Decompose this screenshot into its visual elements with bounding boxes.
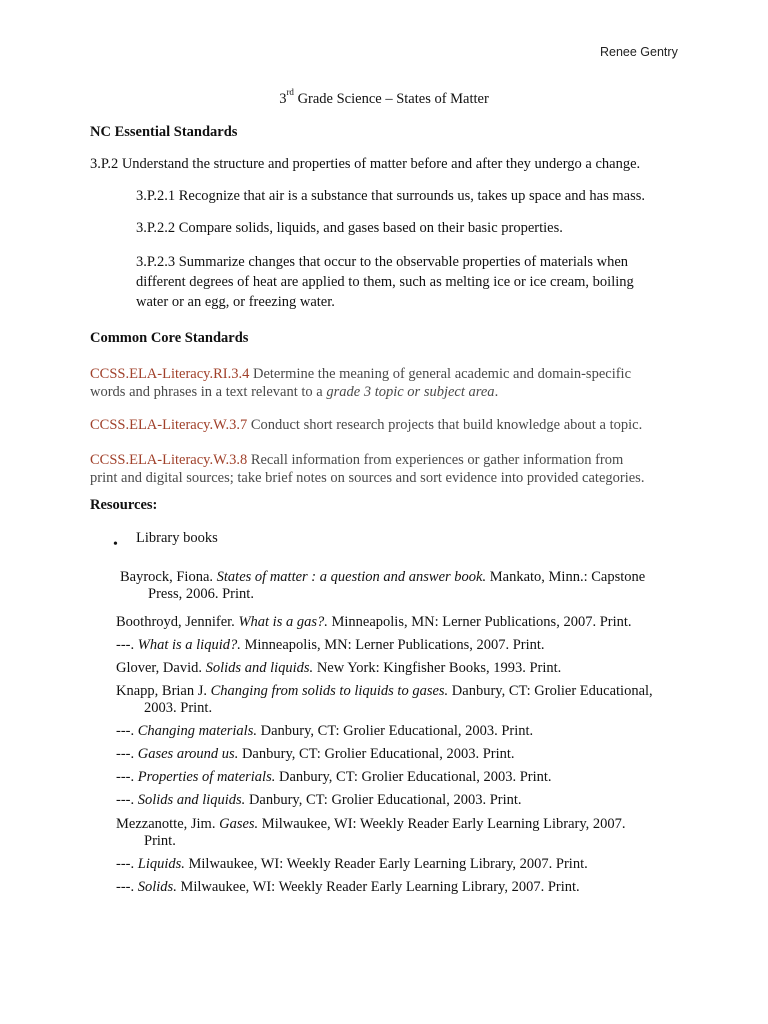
reference-title: Solids and liquids. — [137, 792, 246, 808]
nc-standard-sub3 — [136, 252, 634, 312]
reference-title: Changing materials. — [137, 723, 257, 739]
cc-standard-1-text-a: Determine the meaning of general academic and domain-specific — [249, 366, 632, 382]
resources-heading: Resources: — [90, 497, 158, 513]
cc-standard-2-text: Conduct short research projects that build knowledge about a topic. — [247, 417, 643, 433]
cc-standard-3 — [90, 451, 644, 487]
reference-item: ---. Solids. Milwaukee, WI: Weekly Reader Early Learning Library, 2007. Print. — [116, 879, 580, 895]
reference-title: Liquids. — [137, 856, 185, 872]
nc-standard-sub1: 3.P.2.1 Recognize that air is a substance that surrounds us, takes up space and has mass. — [136, 188, 646, 204]
nc-sub3-line1: 3.P.2.3 Summarize changes that occur to the observable properties of materials when — [136, 254, 629, 270]
reference-title: States of matter : a question and answer book. — [216, 569, 487, 585]
cc-standard-1-code[interactable]: CCSS.ELA-Literacy.RI.3.4 — [90, 366, 250, 382]
cc-standard-1-text-em: grade 3 topic or subject area — [326, 384, 495, 400]
bullet-library-books: Library books — [136, 530, 218, 546]
bullet-icon: • — [113, 537, 118, 552]
reference-item: Knapp, Brian J. Changing from solids to liquids to gases. Danbury, CT: Grolier Educational, 2003. Print. — [116, 683, 653, 716]
nc-sub3-line2: different degrees of heat are applied to them, such as melting ice or ice cream, boiling — [136, 274, 634, 290]
reference-title: Gases around us. — [137, 746, 239, 762]
reference-item: ---. Changing materials. Danbury, CT: Grolier Educational, 2003. Print. — [116, 723, 534, 739]
nc-standard-main: 3.P.2 Understand the structure and properties of matter before and after they undergo a change. — [90, 156, 641, 172]
reference-title: Solids. — [137, 879, 177, 895]
nc-standard-sub2: 3.P.2.2 Compare solids, liquids, and gases based on their basic properties. — [136, 220, 563, 236]
title-grade-number: 3 — [279, 90, 287, 107]
reference-title: Gases. — [219, 816, 259, 832]
reference-title: Changing from solids to liquids to gases. — [210, 683, 449, 699]
reference-title: What is a liquid?. — [137, 637, 241, 653]
title-text: Grade Science – States of Matter — [293, 90, 489, 107]
cc-standard-3-code[interactable]: CCSS.ELA-Literacy.W.3.8 — [90, 452, 248, 468]
cc-standard-1-text-c: . — [494, 384, 499, 400]
common-core-heading: Common Core Standards — [90, 330, 249, 346]
cc-standard-1 — [90, 365, 631, 401]
title-grade-superscript: rd — [286, 87, 294, 97]
reference-item: ---. Solids and liquids. Danbury, CT: Grolier Educational, 2003. Print. — [116, 792, 522, 808]
reference-item: ---. Liquids. Milwaukee, WI: Weekly Reader Early Learning Library, 2007. Print. — [116, 856, 588, 872]
cc-standard-3-text-b: print and digital sources; take brief notes on sources and sort evidence into provided categories. — [90, 470, 645, 486]
cc-standard-1-text-b: words and phrases in a text relevant to a — [90, 384, 327, 400]
reference-item: Boothroyd, Jennifer. What is a gas?. Minneapolis, MN: Lerner Publications, 2007. Print. — [116, 614, 632, 630]
nc-sub3-line3: water or an egg, or freezing water. — [136, 294, 335, 310]
reference-item: Bayrock, Fiona. States of matter : a question and answer book. Mankato, Minn.: Capstone Press, 2006. Print. — [120, 569, 646, 602]
reference-item: Mezzanotte, Jim. Gases. Milwaukee, WI: Weekly Reader Early Learning Library, 2007. Print. — [116, 816, 626, 849]
reference-item: ---. Gases around us. Danbury, CT: Grolier Educational, 2003. Print. — [116, 746, 515, 762]
reference-title: Solids and liquids. — [205, 660, 314, 676]
cc-standard-2-code[interactable]: CCSS.ELA-Literacy.W.3.7 — [90, 417, 248, 433]
cc-standard-2 — [90, 416, 642, 435]
page-title — [0, 89, 768, 108]
cc-standard-3-text-a: Recall information from experiences or gather information from — [247, 452, 624, 468]
reference-title: Properties of materials. — [137, 769, 276, 785]
nc-standards-heading: NC Essential Standards — [90, 124, 238, 140]
reference-title: What is a gas?. — [238, 614, 328, 630]
reference-item: ---. What is a liquid?. Minneapolis, MN: Lerner Publications, 2007. Print. — [116, 637, 545, 653]
reference-item: ---. Properties of materials. Danbury, CT: Grolier Educational, 2003. Print. — [116, 769, 552, 785]
author-name: Renee Gentry — [600, 45, 678, 59]
reference-item: Glover, David. Solids and liquids. New York: Kingfisher Books, 1993. Print. — [116, 660, 562, 676]
